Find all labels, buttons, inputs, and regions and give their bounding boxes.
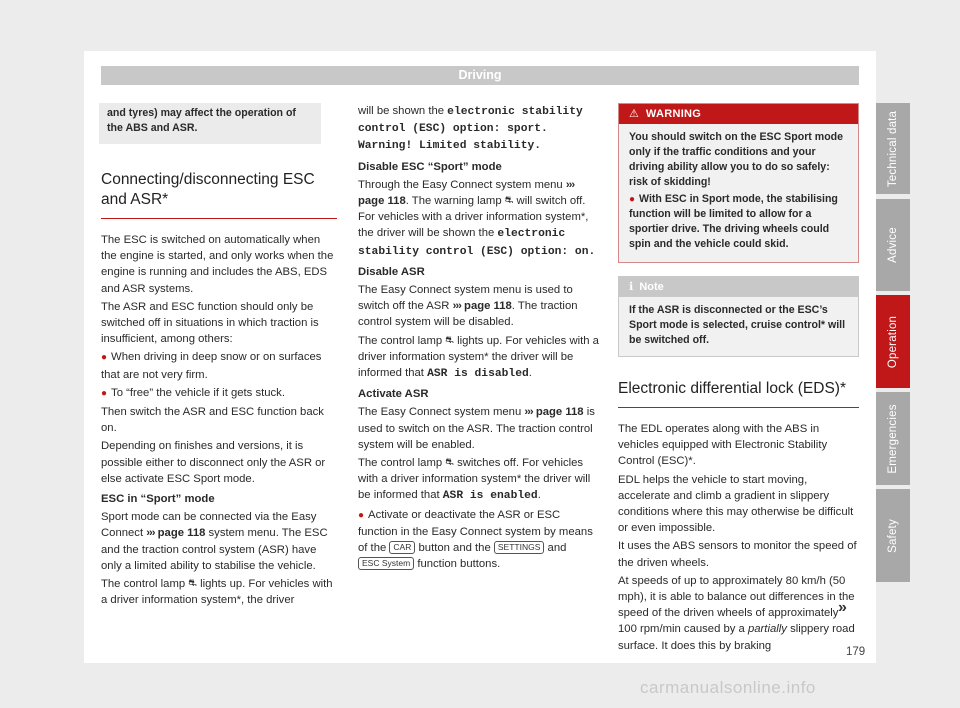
list-item: ● When driving in deep snow or on surfaces that are not very firm. xyxy=(101,351,322,381)
page-reference-link[interactable]: page 118 xyxy=(464,300,512,313)
esc-warning-lamp-icon: ⛐ xyxy=(188,578,197,590)
note-box xyxy=(618,276,859,357)
paragraph: The ESC is switched on automatically when the engine is started, and only works when the engine is running and includes the ABS, EDS and ASR systems. xyxy=(101,234,334,295)
warning-box xyxy=(618,103,859,263)
list-item: ● To “free” the vehicle if it gets stuck. xyxy=(101,386,285,399)
paragraph: Sport mode can be connected via the Easy Connect ››› page 118 system menu. The ESC and the traction control system (ASR) have only a limited ability to stabilise the vehicle. xyxy=(101,511,328,572)
asr-warning-lamp-icon: ⛐ xyxy=(445,334,454,346)
paragraph: will be shown the electronic stability control (ESC) option: sport. Warning! Limited stability. xyxy=(358,105,583,153)
tab-emergencies[interactable]: Emergencies xyxy=(876,392,910,485)
bullet-icon: ● xyxy=(101,352,108,364)
display-message: ASR is enabled xyxy=(442,490,538,503)
tab-safety[interactable]: Safety xyxy=(876,489,910,582)
bullet-icon: ● xyxy=(358,509,365,521)
bullet-icon: ● xyxy=(101,387,108,399)
paragraph: The EDL operates along with the ABS in vehicles equipped with Electronic Stability Control (ESC)*. xyxy=(618,423,828,468)
tab-operation[interactable]: Operation xyxy=(876,295,910,388)
display-message: electronic stability control (ESC) option: sport. Warning! Limited stability. xyxy=(358,106,583,153)
page-number: 179 xyxy=(846,646,866,658)
tab-advice[interactable]: Advice xyxy=(876,199,910,291)
subheading-disable-esc-sport: Disable ESC “Sport” mode xyxy=(358,160,502,173)
page-header: Driving xyxy=(101,66,859,85)
tab-technical-data[interactable]: Technical data xyxy=(876,103,910,194)
paragraph: The control lamp ⛐ lights up. For vehicles with a driver information system*, the driver xyxy=(101,578,333,607)
paragraph: At speeds of up to approximately 80 km/h (50 mph), it is able to balance out differences in the speed of the driven wheels of approximately 100 rpm/min caused by a partially slippery road surface. It does this by braking xyxy=(618,574,855,652)
reference-arrow-icon: ››› xyxy=(565,178,575,191)
car-key-button: CAR xyxy=(389,541,415,554)
paragraph: Through the Easy Connect system menu ››› page 118. The warning lamp ⛐ will switch off. For vehicles with a driver information system*, the driver will be shown the electronic stability control (ESC) option: on. xyxy=(358,178,596,258)
warning-body: You should switch on the ESC Sport mode only if the traffic conditions and your driving ability allow you to do so safely: risk of skidding! ● With ESC in Sport mode, the stabilising function will be limited to allow for a sportier drive. The driving wheels could spin and the vehicle could skid. xyxy=(619,124,858,262)
display-message: electronic stability control (ESC) option: on. xyxy=(358,228,596,258)
paragraph: EDL helps the vehicle to start moving, accelerate and climb a gradient in slippery conditions where this may otherwise be difficult or even impossible. xyxy=(618,473,854,535)
continue-arrow-icon: » xyxy=(838,599,847,616)
subheading-activate-asr: Activate ASR xyxy=(358,388,429,401)
paragraph: It uses the ABS sensors to monitor the speed of the driven wheels. xyxy=(618,540,857,569)
warning-header: ⚠ WARNING xyxy=(619,104,858,124)
display-message: ASR is disabled xyxy=(427,368,529,381)
note-body: If the ASR is disconnected or the ESC’s Sport mode is selected, cruise control* will be switched off. xyxy=(619,297,858,356)
note-icon: ℹ xyxy=(629,281,634,293)
settings-key-button: SETTINGS xyxy=(494,541,545,554)
paragraph: Then switch the ASR and ESC function back on. xyxy=(101,406,324,435)
paragraph: The Easy Connect system menu is used to switch off the ASR ››› page 118. The traction control system will be disabled. xyxy=(358,284,578,329)
bullet-icon: ● xyxy=(629,194,636,205)
note-header: ℹ Note xyxy=(619,277,858,297)
paragraph: The control lamp ⛐ lights up. For vehicles with a driver information system* the driver will be informed that ASR is disabled. xyxy=(358,334,599,381)
esc-system-key-button: ESC System xyxy=(358,557,414,570)
column-2 xyxy=(358,103,602,574)
column-1 xyxy=(101,103,337,610)
watermark: carmanualsonline.info xyxy=(640,678,816,697)
subheading-esc-sport: ESC in “Sport” mode xyxy=(101,493,215,506)
section-title-eds: Electronic differential lock (EDS)* xyxy=(618,379,859,408)
paragraph: The Easy Connect system menu ››› page 118 is used to switch on the ASR. The traction control system will be enabled. xyxy=(358,406,595,451)
section-title-esc-asr: Connecting/disconnecting ESC and ASR* xyxy=(101,170,337,219)
page-reference-link[interactable]: page 118 xyxy=(157,527,206,540)
page-reference-link[interactable]: page 118 xyxy=(358,195,406,208)
page-reference-link[interactable]: page 118 xyxy=(535,406,584,419)
continued-warning-box: and tyres) may affect the operation of the ABS and ASR. xyxy=(99,103,321,144)
reference-arrow-icon: ››› xyxy=(524,406,533,419)
subheading-disable-asr: Disable ASR xyxy=(358,265,425,278)
list-item: ● Activate or deactivate the ASR or ESC function in the Easy Connect system by means of the CAR button and the SETTINGS and ESC System function buttons. xyxy=(358,508,593,571)
paragraph: The control lamp ⛐ switches off. For vehicles with a driver information system* the driver will be informed that ASR is enabled. xyxy=(358,457,591,503)
paragraph: The ASR and ESC function should only be switched off in situations in which traction is insufficient, among others: xyxy=(101,300,319,346)
asr-warning-lamp-icon: ⛐ xyxy=(445,457,454,469)
warning-triangle-icon: ⚠ xyxy=(629,108,640,120)
esc-warning-lamp-icon: ⛐ xyxy=(504,195,514,207)
paragraph: Depending on finishes and versions, it is possible either to disconnect only the ASR or else activate ESC Sport mode. xyxy=(101,440,326,485)
reference-arrow-icon: ››› xyxy=(146,527,155,540)
column-3 xyxy=(618,103,859,656)
reference-arrow-icon: ››› xyxy=(452,300,461,313)
